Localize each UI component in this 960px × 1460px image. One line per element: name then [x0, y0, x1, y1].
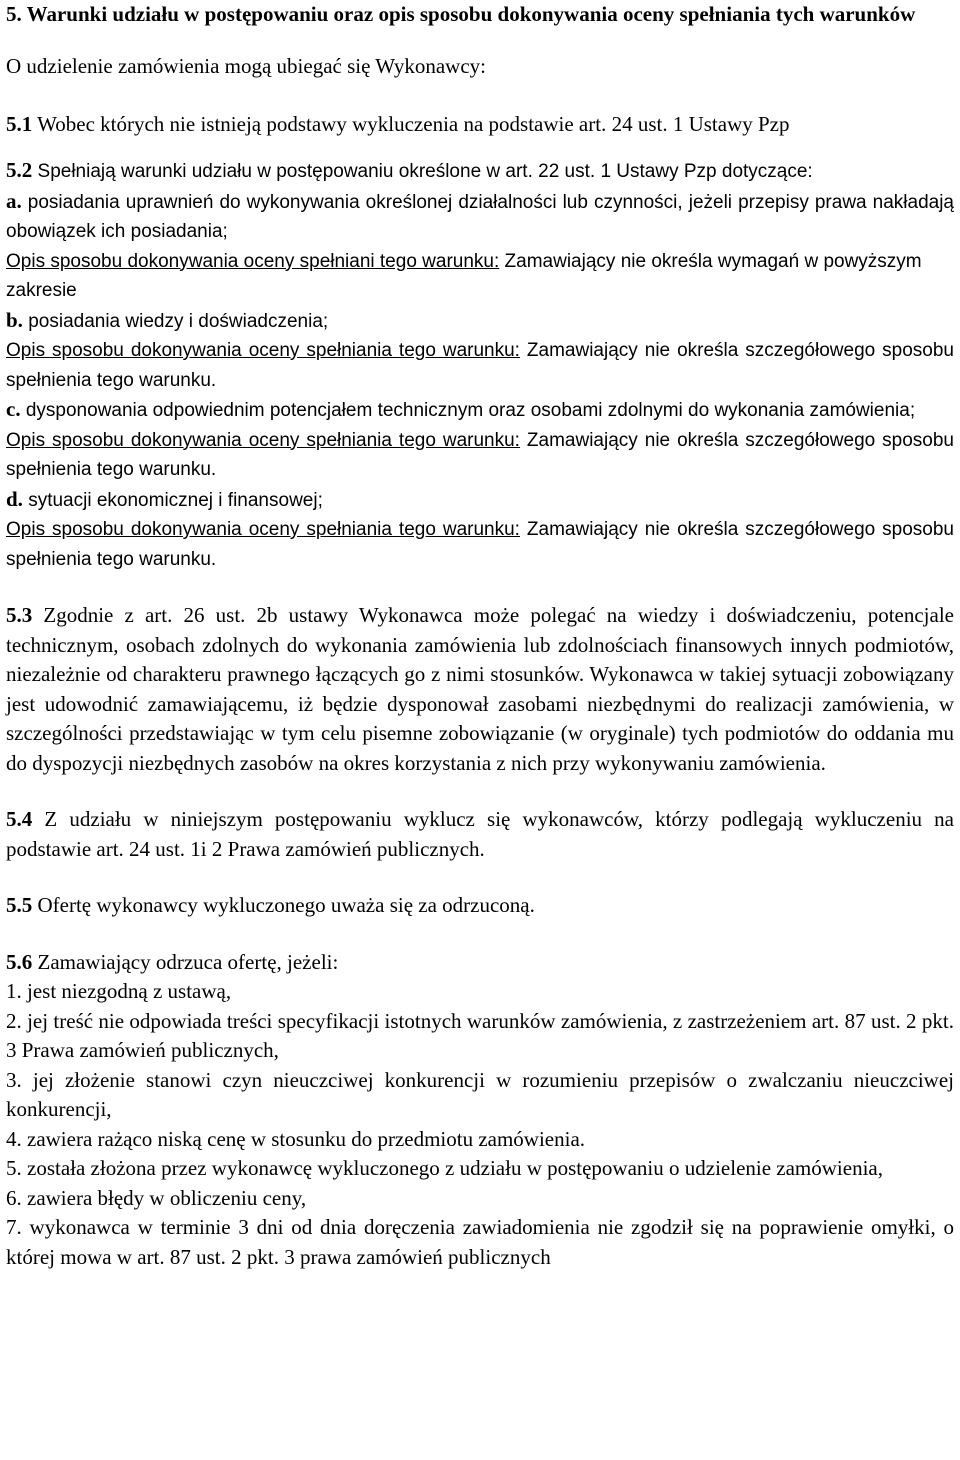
point-text: Zamawiający odrzuca ofertę, jeżeli: — [32, 949, 339, 974]
list-item: 3. jej złożenie stanowi czyn nieuczciwej konkurencji w rozumieniu przepisów o zwalczaniu nieuczciwej konkurencji, — [6, 1067, 954, 1121]
point-number: 5.5 — [6, 893, 33, 917]
point-text: Z udziału w niniejszym postępowaniu wyklucz się wykonawców, którzy podlegają wykluczeniu na podstawie art. 24 ust. 1i 2 Prawa zamówień publicznych. — [6, 807, 954, 861]
point-5-1 — [6, 110, 954, 140]
point-text: Wobec których nie istnieją podstawy wykluczenia na podstawie art. 24 ust. 1 Ustawy Pzp — [32, 111, 790, 136]
condition-c-opis — [6, 426, 954, 485]
opis-label: Opis sposobu dokonywania oceny spełniania tego warunku: — [6, 519, 520, 540]
point-number: 5.3 — [6, 603, 33, 627]
point-text: Spełniają warunki udziału w postępowaniu określone w art. 22 ust. 1 Ustawy Pzp dotyczące: — [32, 161, 813, 182]
point-text: Ofertę wykonawcy wykluczonego uważa się za odrzuconą. — [32, 893, 535, 917]
opis-text: Zamawiający nie określa szczegółowego sposobu spełnienia tego warunku. — [6, 340, 954, 391]
list-item: 1. jest niezgodną z ustawą, — [6, 979, 232, 1003]
point-5-3 — [6, 601, 954, 778]
condition-letter: c. — [6, 397, 21, 421]
condition-letter: a. — [6, 188, 22, 213]
condition-text: posiadania wiedzy i doświadczenia; — [22, 310, 329, 332]
point-5-5 — [6, 891, 954, 921]
condition-text: posiadania uprawnień do wykonywania określonej działalności lub czynności, jeżeli przepisy prawa nakładają obowiązek ich posiadania; — [6, 191, 954, 242]
rejection-list — [6, 977, 954, 1272]
section-heading: 5. Warunki udziału w postępowaniu oraz opis sposobu dokonywania oceny spełniania tych warunków — [6, 2, 916, 26]
list-item: 6. zawiera błędy w obliczeniu ceny, — [6, 1185, 307, 1210]
opis-text: Zamawiający nie określa szczegółowego sposobu spełnienia tego warunku. — [6, 519, 954, 570]
point-number: 5.1 — [6, 111, 33, 136]
condition-b — [6, 306, 954, 337]
point-5-2 — [6, 156, 954, 187]
point-number: 5.4 — [6, 807, 33, 831]
point-5-4 — [6, 805, 954, 864]
condition-a — [6, 187, 954, 247]
condition-a-opis — [6, 247, 954, 306]
condition-letter: d. — [6, 486, 23, 511]
condition-d-opis — [6, 515, 954, 574]
opis-label: Opis sposobu dokonywania oceny spełniania tego warunku: — [6, 340, 520, 361]
list-item: 2. jej treść nie odpowiada treści specyfikacji istotnych warunków zamówienia, z zastrzeżeniem art. 87 ust. 2 pkt. 3 Prawa zamówień publicznych, — [6, 1008, 954, 1062]
condition-text: sytuacji ekonomicznej i finansowej; — [22, 489, 323, 511]
condition-letter: b. — [6, 307, 23, 332]
condition-b-opis — [6, 336, 954, 395]
intro-text: O udzielenie zamówienia mogą ubiegać się Wykonawcy: — [6, 54, 487, 78]
opis-text: Zamawiający nie określa szczegółowego sposobu spełnienia tego warunku. — [6, 429, 954, 480]
opis-label: Opis sposobu dokonywania oceny spełniania tego warunku: — [6, 429, 520, 451]
point-number: 5.6 — [6, 949, 33, 974]
opis-label: Opis sposobu dokonywania oceny spełniani tego warunku: — [6, 250, 500, 272]
list-item: 5. została złożona przez wykonawcę wykluczonego z udziału w postępowaniu o udzielenie zamówienia, — [6, 1156, 883, 1180]
list-item: 7. wykonawca w terminie 3 dni od dnia doręczenia zawiadomienia nie zgodził się na poprawienie omyłki, o której mowa w art. 87 ust. 2 pkt. 3 prawa zamówień publicznych — [6, 1215, 954, 1269]
condition-text: dysponowania odpowiednim potencjałem technicznym oraz osobami zdolnymi do wykonania zamówienia; — [20, 400, 916, 421]
list-item: 4. zawiera rażąco niską cenę w stosunku do przedmiotu zamówienia. — [6, 1126, 586, 1151]
opis-text: Zamawiający nie określa wymagań w powyższym zakresie — [6, 250, 922, 301]
condition-d — [6, 485, 954, 516]
point-5-6 — [6, 948, 954, 978]
point-text: Zgodnie z art. 26 ust. 2b ustawy Wykonawca może polegać na wiedzy i doświadczeniu, potencjale technicznym, osobach zdolnych do wykonania zamówienia lub zdolnościach finansowych innych podmiotów, niezależnie od charakteru prawnego łączących go z nimi stosunków. Wykonawca w takiej sytuacji zobowiązany jest udowodnić zamawiającemu, iż będzie dysponował zasobami niezbędnymi do realizacji zamówienia, w szczególności przedstawiając w tym celu pisemne zobowiązanie (w oryginale) tych podmiotów do oddania mu do dyspozycji niezbędnych zasobów na okres korzystania z nich przy wykonywaniu zamówienia. — [6, 603, 954, 775]
point-number: 5.2 — [6, 158, 33, 182]
condition-c — [6, 395, 954, 426]
